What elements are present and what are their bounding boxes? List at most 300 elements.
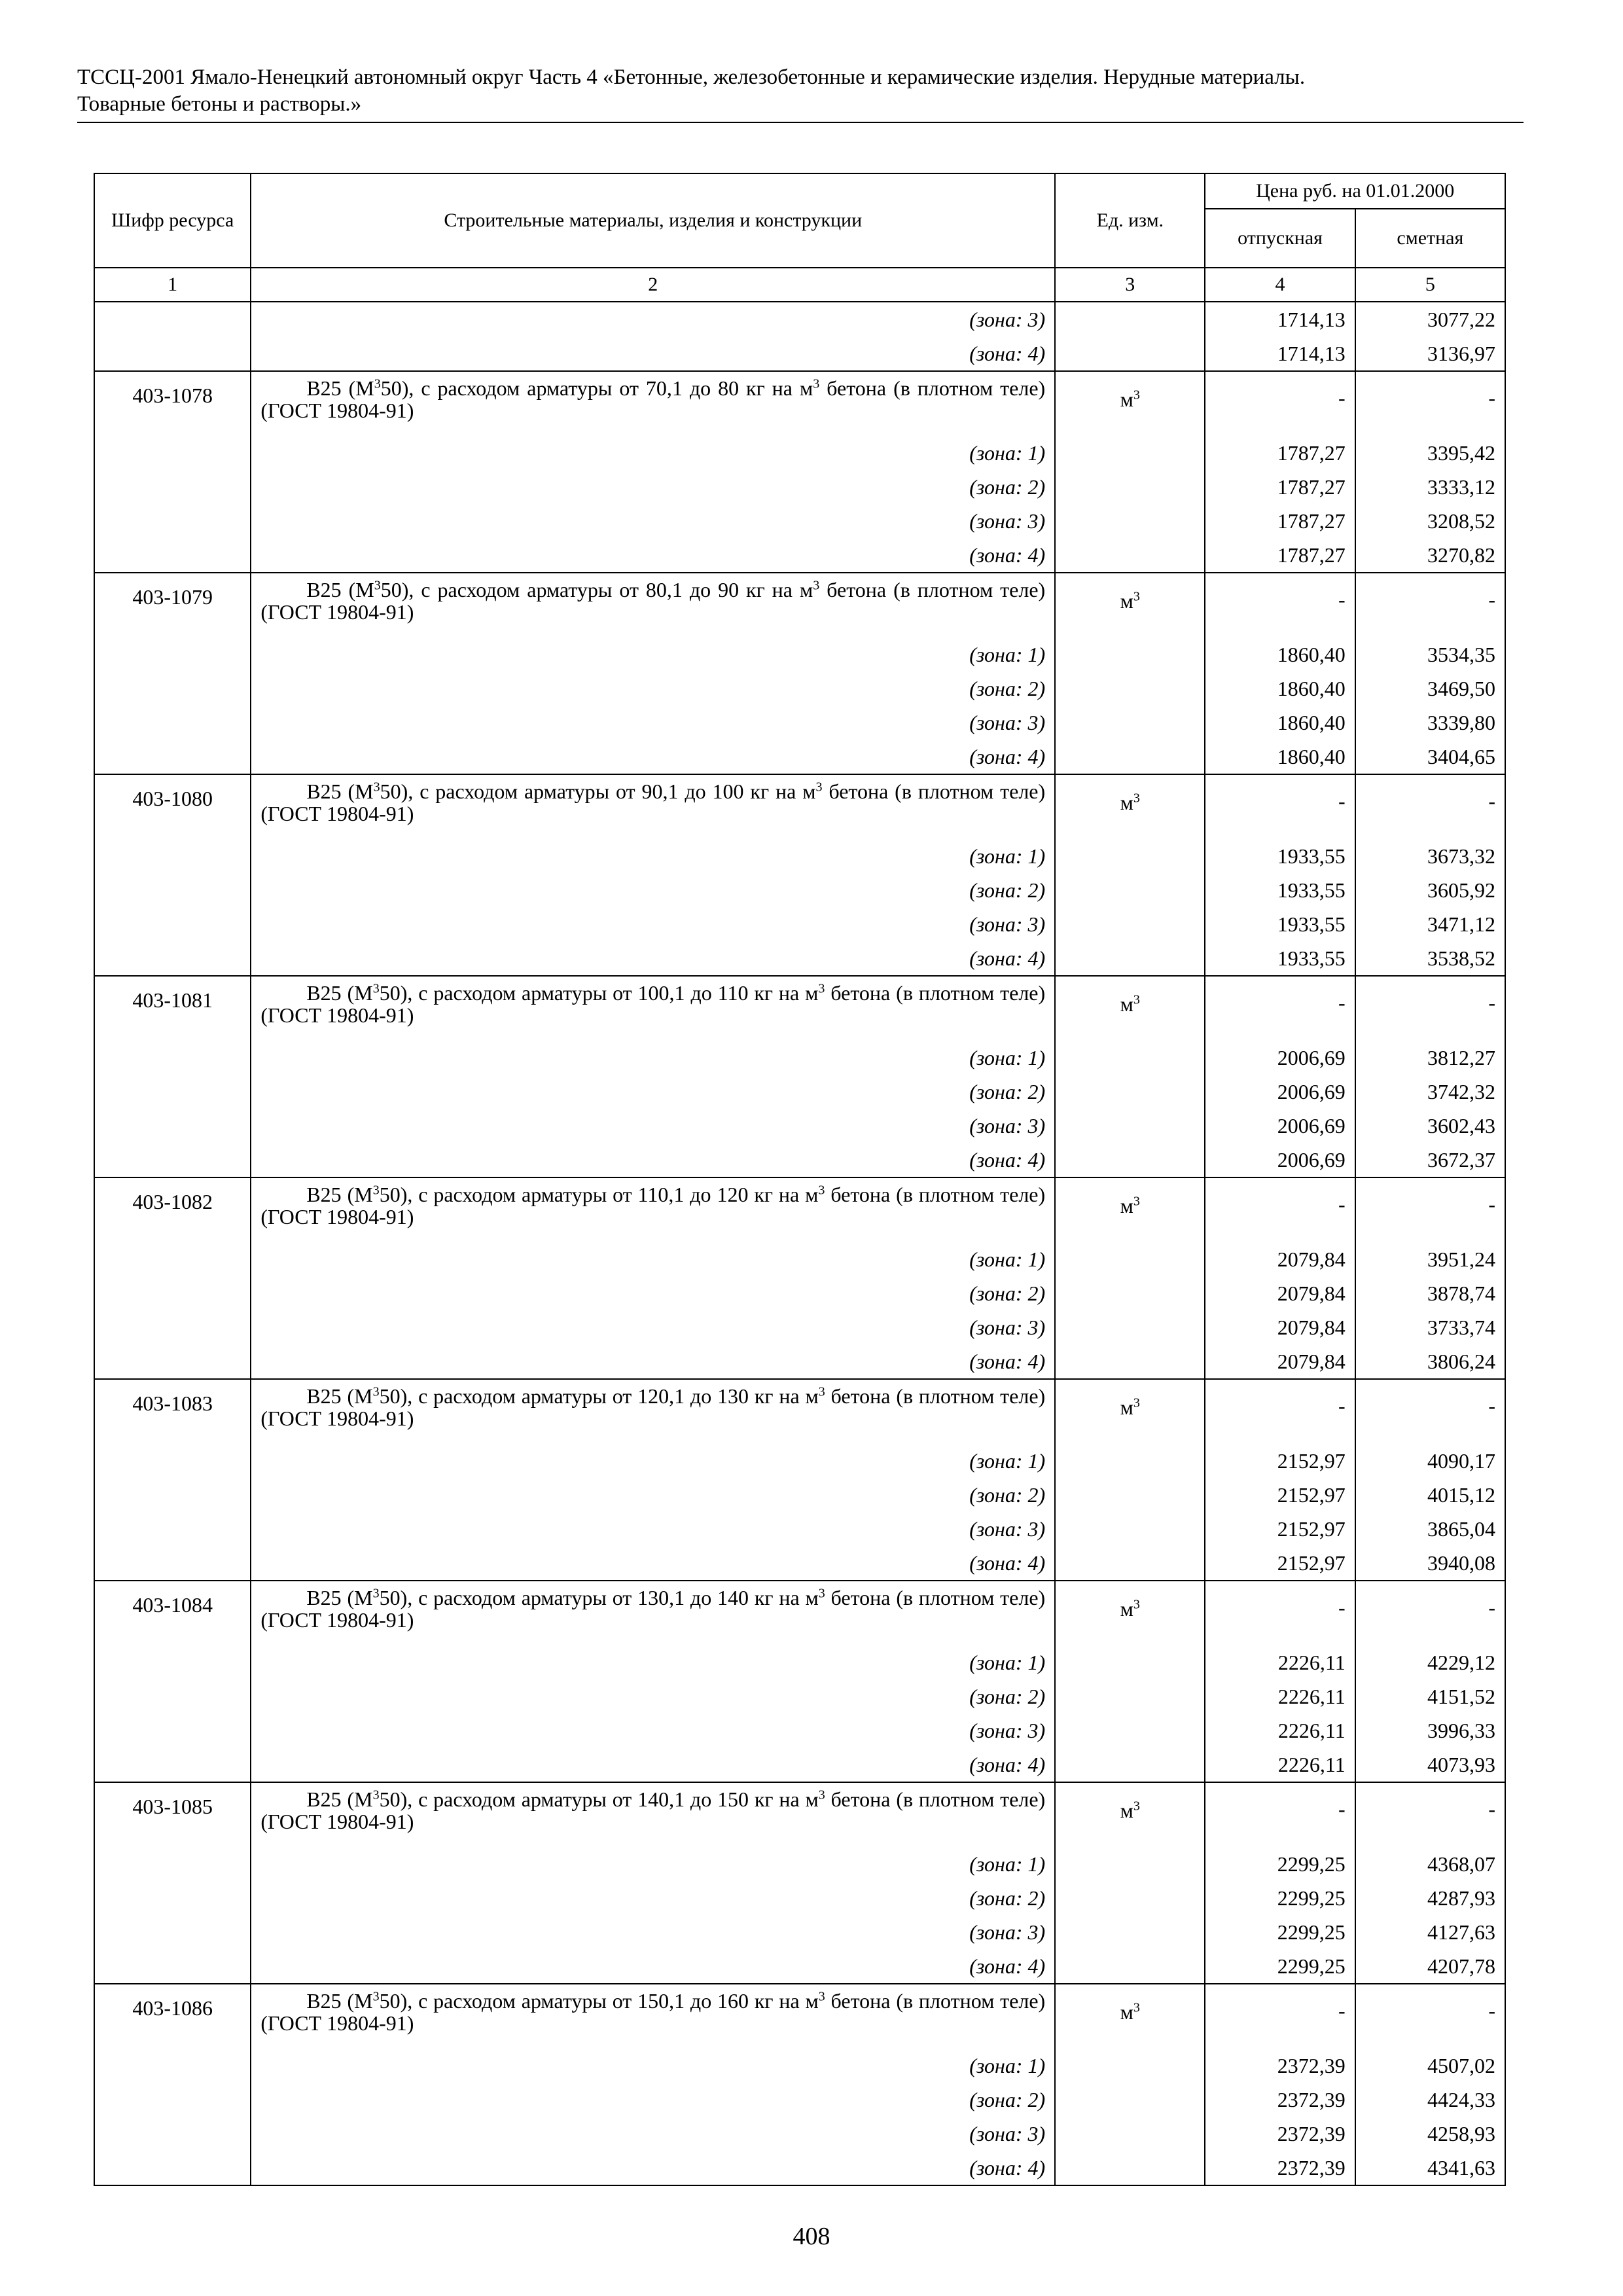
zone-row: [94, 1512, 1505, 1546]
code-cell-empty: [94, 1512, 251, 1546]
item-row: [94, 1782, 1505, 1847]
unit-label: м: [1120, 791, 1133, 814]
zone-label: (зона: 1): [251, 839, 1055, 873]
unit-superscript: 3: [1133, 791, 1140, 806]
code-cell-empty: [94, 1847, 251, 1881]
unit-cell-empty: [1055, 1276, 1205, 1310]
zone-row: [94, 1444, 1505, 1478]
item-description: [251, 573, 1055, 637]
unit-label: м: [1120, 1395, 1133, 1419]
col-number-1: 1: [94, 268, 251, 302]
item-description: [251, 976, 1055, 1041]
zone-row: [94, 1645, 1505, 1679]
item-row: [94, 1984, 1505, 2049]
desc-part-a: В25 (М: [306, 1989, 373, 2013]
code-cell-empty: [94, 706, 251, 740]
code-cell-empty: [94, 336, 251, 371]
item-row: [94, 371, 1505, 436]
zone-label: (зона: 4): [251, 538, 1055, 573]
zone-row: [94, 1344, 1505, 1379]
desc-superscript: 3: [372, 1586, 380, 1601]
unit-cell: [1055, 774, 1205, 839]
unit-cell-empty: [1055, 302, 1205, 336]
code-cell-empty: [94, 2151, 251, 2185]
zone-label: (зона: 4): [251, 336, 1055, 371]
zone-row: [94, 1546, 1505, 1581]
unit-superscript: 3: [1133, 589, 1140, 604]
code-cell-empty: [94, 302, 251, 336]
zone-label: (зона: 2): [251, 672, 1055, 706]
item-description: [251, 774, 1055, 839]
zone-label: (зона: 1): [251, 2049, 1055, 2083]
desc-part-b: 50), с расходом арматуры от 100,1 до 110 кг на м: [379, 981, 819, 1005]
unit-superscript: 3: [1133, 1597, 1140, 1612]
release-price: 1933,55: [1205, 907, 1355, 941]
desc-superscript: 3: [372, 981, 380, 996]
zone-row: [94, 839, 1505, 873]
zone-label: (зона: 3): [251, 1915, 1055, 1949]
header-rule: [77, 122, 1524, 123]
release-price: 1787,27: [1205, 470, 1355, 504]
zone-row: [94, 1679, 1505, 1713]
unit-cell-empty: [1055, 1546, 1205, 1581]
estimate-price: 3878,74: [1355, 1276, 1505, 1310]
zone-row: [94, 1276, 1505, 1310]
desc-part-a: В25 (М: [306, 981, 373, 1005]
unit-cell-empty: [1055, 1881, 1205, 1915]
item-row: [94, 1177, 1505, 1242]
unit-superscript: 3: [1133, 1395, 1140, 1410]
unit-label: м: [1120, 992, 1133, 1016]
release-price: 1860,40: [1205, 672, 1355, 706]
zone-label: (зона: 3): [251, 1713, 1055, 1748]
desc-superscript: 3: [372, 1787, 380, 1803]
code-cell-empty: [94, 1478, 251, 1512]
release-price: 2006,69: [1205, 1109, 1355, 1143]
release-price: 2079,84: [1205, 1276, 1355, 1310]
unit-label: м: [1120, 1194, 1133, 1217]
zone-row: [94, 1713, 1505, 1748]
estimate-price: 3672,37: [1355, 1143, 1505, 1177]
code-cell-empty: [94, 1276, 251, 1310]
zone-row: [94, 1075, 1505, 1109]
code-cell-empty: [94, 1679, 251, 1713]
release-price: 2079,84: [1205, 1310, 1355, 1344]
unit-cell-empty: [1055, 1679, 1205, 1713]
release-price: -: [1205, 976, 1355, 1041]
resource-code: 403-1082: [94, 1177, 251, 1242]
desc-part-a: В25 (М: [306, 376, 374, 400]
unit-cell-empty: [1055, 1242, 1205, 1276]
code-cell-empty: [94, 907, 251, 941]
release-price: 2006,69: [1205, 1143, 1355, 1177]
zone-row: [94, 1748, 1505, 1782]
estimate-price: 3673,32: [1355, 839, 1505, 873]
estimate-price: 4287,93: [1355, 1881, 1505, 1915]
desc-part-c: бетона (в плотном теле) (ГОСТ 19804-91): [260, 578, 1046, 624]
estimate-price: 4341,63: [1355, 2151, 1505, 2185]
desc-superscript: 3: [818, 1384, 825, 1399]
release-price: 1787,27: [1205, 436, 1355, 470]
unit-cell-empty: [1055, 1344, 1205, 1379]
unit-label: м: [1120, 2000, 1133, 2024]
header-line-2: Товарные бетоны и растворы.»: [77, 92, 362, 116]
code-cell-empty: [94, 504, 251, 538]
unit-cell: [1055, 976, 1205, 1041]
release-price: 2079,84: [1205, 1242, 1355, 1276]
desc-part-b: 50), с расходом арматуры от 70,1 до 80 кг на м: [380, 376, 813, 400]
unit-superscript: 3: [1133, 387, 1140, 403]
estimate-price: 3733,74: [1355, 1310, 1505, 1344]
release-price: -: [1205, 573, 1355, 637]
item-description: [251, 1379, 1055, 1444]
zone-row: [94, 1143, 1505, 1177]
code-cell-empty: [94, 470, 251, 504]
estimate-price: 3339,80: [1355, 706, 1505, 740]
estimate-price: 3404,65: [1355, 740, 1505, 774]
zone-row: [94, 672, 1505, 706]
item-row: [94, 1379, 1505, 1444]
zone-row: [94, 1041, 1505, 1075]
code-cell-empty: [94, 740, 251, 774]
release-price: 2299,25: [1205, 1847, 1355, 1881]
release-price: 1860,40: [1205, 637, 1355, 672]
zone-label: (зона: 2): [251, 1679, 1055, 1713]
estimate-price: 3806,24: [1355, 1344, 1505, 1379]
zone-label: (зона: 3): [251, 1512, 1055, 1546]
zone-row: [94, 1109, 1505, 1143]
release-price: 2226,11: [1205, 1748, 1355, 1782]
desc-part-b: 50), с расходом арматуры от 110,1 до 120 кг на м: [379, 1183, 819, 1206]
zone-row: [94, 1915, 1505, 1949]
code-cell-empty: [94, 1546, 251, 1581]
code-cell-empty: [94, 1713, 251, 1748]
zone-label: (зона: 1): [251, 1242, 1055, 1276]
unit-cell-empty: [1055, 2151, 1205, 2185]
desc-part-a: В25 (М: [306, 1586, 373, 1609]
estimate-price: 4368,07: [1355, 1847, 1505, 1881]
code-cell-empty: [94, 436, 251, 470]
zone-row: [94, 706, 1505, 740]
estimate-price: 4090,17: [1355, 1444, 1505, 1478]
release-price: -: [1205, 1177, 1355, 1242]
zone-row: [94, 1881, 1505, 1915]
zone-row: [94, 1310, 1505, 1344]
estimate-price: 3471,12: [1355, 907, 1505, 941]
zone-label: (зона: 3): [251, 907, 1055, 941]
resource-code: 403-1078: [94, 371, 251, 436]
release-price: 1787,27: [1205, 504, 1355, 538]
unit-cell-empty: [1055, 2049, 1205, 2083]
unit-cell-empty: [1055, 1041, 1205, 1075]
desc-superscript: 3: [818, 1989, 825, 2004]
table-body: [94, 302, 1505, 2185]
page-number: 408: [793, 2223, 830, 2250]
release-price: 2299,25: [1205, 1881, 1355, 1915]
code-cell-empty: [94, 1143, 251, 1177]
col-number-4: 4: [1205, 268, 1355, 302]
zone-label: (зона: 2): [251, 1075, 1055, 1109]
desc-part-c: бетона (в плотном теле) (ГОСТ 19804-91): [260, 376, 1046, 422]
zone-row: [94, 907, 1505, 941]
desc-superscript: 3: [372, 1183, 380, 1198]
estimate-price: 4207,78: [1355, 1949, 1505, 1984]
zone-label: (зона: 2): [251, 1881, 1055, 1915]
unit-superscript: 3: [1133, 992, 1140, 1007]
zone-label: (зона: 3): [251, 1109, 1055, 1143]
unit-cell-empty: [1055, 1512, 1205, 1546]
zone-row: [94, 1949, 1505, 1984]
desc-superscript: 3: [374, 376, 381, 391]
unit-superscript: 3: [1133, 2000, 1140, 2015]
zone-label: (зона: 3): [251, 1310, 1055, 1344]
unit-cell-empty: [1055, 436, 1205, 470]
desc-part-c: бетона (в плотном теле) (ГОСТ 19804-91): [260, 981, 1046, 1027]
estimate-price: 3136,97: [1355, 336, 1505, 371]
zone-label: (зона: 3): [251, 504, 1055, 538]
page-header: [77, 64, 1524, 118]
zone-label: (зона: 1): [251, 1847, 1055, 1881]
code-cell-empty: [94, 538, 251, 573]
zone-row: [94, 2117, 1505, 2151]
desc-part-b: 50), с расходом арматуры от 90,1 до 100 кг на м: [380, 780, 816, 803]
release-price: 1714,13: [1205, 336, 1355, 371]
desc-part-b: 50), с расходом арматуры от 150,1 до 160 кг на м: [379, 1989, 819, 2013]
resource-code: 403-1080: [94, 774, 251, 839]
release-price: -: [1205, 1379, 1355, 1444]
unit-cell-empty: [1055, 1748, 1205, 1782]
desc-part-b: 50), с расходом арматуры от 80,1 до 90 кг на м: [380, 578, 813, 601]
desc-part-c: бетона (в плотном теле) (ГОСТ 19804-91): [260, 1989, 1046, 2035]
zone-row: [94, 2083, 1505, 2117]
estimate-price: 3996,33: [1355, 1713, 1505, 1748]
code-cell-empty: [94, 873, 251, 907]
item-description: [251, 371, 1055, 436]
code-cell-empty: [94, 1075, 251, 1109]
unit-cell-empty: [1055, 470, 1205, 504]
release-price: 1787,27: [1205, 538, 1355, 573]
zone-row: [94, 941, 1505, 976]
estimate-price: 3951,24: [1355, 1242, 1505, 1276]
code-cell-empty: [94, 1949, 251, 1984]
desc-superscript: 3: [818, 1183, 825, 1198]
estimate-price: 3538,52: [1355, 941, 1505, 976]
code-cell-empty: [94, 637, 251, 672]
unit-cell-empty: [1055, 1949, 1205, 1984]
estimate-price: 3940,08: [1355, 1546, 1505, 1581]
zone-label: (зона: 4): [251, 1949, 1055, 1984]
estimate-price: 3469,50: [1355, 672, 1505, 706]
resource-code: 403-1086: [94, 1984, 251, 2049]
release-price: 2226,11: [1205, 1713, 1355, 1748]
zone-label: (зона: 3): [251, 2117, 1055, 2151]
col-header-price: Цена руб. на 01.01.2000: [1205, 173, 1505, 209]
desc-superscript: 3: [372, 1989, 380, 2004]
resource-code: 403-1083: [94, 1379, 251, 1444]
zone-row: [94, 2151, 1505, 2185]
item-row: [94, 573, 1505, 637]
item-row: [94, 774, 1505, 839]
zone-row: [94, 470, 1505, 504]
desc-superscript: 3: [372, 1384, 380, 1399]
desc-superscript: 3: [818, 981, 825, 996]
zone-row: [94, 1242, 1505, 1276]
release-price: 2372,39: [1205, 2049, 1355, 2083]
desc-superscript: 3: [818, 1787, 825, 1803]
unit-label: м: [1120, 387, 1133, 411]
zone-label: (зона: 4): [251, 1143, 1055, 1177]
item-description: [251, 1984, 1055, 2049]
unit-cell: [1055, 1177, 1205, 1242]
unit-cell-empty: [1055, 1847, 1205, 1881]
col-number-5: 5: [1355, 268, 1505, 302]
estimate-price: 4015,12: [1355, 1478, 1505, 1512]
estimate-price: -: [1355, 1177, 1505, 1242]
desc-superscript: 3: [373, 780, 380, 795]
resource-code: 403-1079: [94, 573, 251, 637]
desc-part-c: бетона (в плотном теле) (ГОСТ 19804-91): [260, 1586, 1046, 1632]
desc-superscript: 3: [813, 376, 820, 391]
col-number-2: 2: [251, 268, 1055, 302]
zone-label: (зона: 2): [251, 470, 1055, 504]
resource-code: 403-1085: [94, 1782, 251, 1847]
estimate-price: 3742,32: [1355, 1075, 1505, 1109]
code-cell-empty: [94, 2117, 251, 2151]
zone-row: [94, 504, 1505, 538]
release-price: 2152,97: [1205, 1444, 1355, 1478]
unit-cell-empty: [1055, 1444, 1205, 1478]
desc-part-a: В25 (М: [306, 1384, 373, 1408]
release-price: 2006,69: [1205, 1041, 1355, 1075]
estimate-price: 3605,92: [1355, 873, 1505, 907]
zone-label: (зона: 4): [251, 2151, 1055, 2185]
estimate-price: 4229,12: [1355, 1645, 1505, 1679]
estimate-price: -: [1355, 371, 1505, 436]
code-cell-empty: [94, 839, 251, 873]
unit-cell: [1055, 1782, 1205, 1847]
release-price: 2299,25: [1205, 1915, 1355, 1949]
estimate-price: 4424,33: [1355, 2083, 1505, 2117]
unit-cell-empty: [1055, 1143, 1205, 1177]
zone-row: [94, 1847, 1505, 1881]
estimate-price: -: [1355, 976, 1505, 1041]
zone-label: (зона: 4): [251, 1748, 1055, 1782]
desc-part-a: В25 (М: [306, 1787, 373, 1811]
unit-cell-empty: [1055, 336, 1205, 371]
zone-label: (зона: 4): [251, 740, 1055, 774]
zone-row: [94, 2049, 1505, 2083]
estimate-price: 4073,93: [1355, 1748, 1505, 1782]
estimate-price: 3865,04: [1355, 1512, 1505, 1546]
estimate-price: -: [1355, 573, 1505, 637]
unit-superscript: 3: [1133, 1194, 1140, 1209]
estimate-price: 4258,93: [1355, 2117, 1505, 2151]
desc-part-b: 50), с расходом арматуры от 120,1 до 130 кг на м: [379, 1384, 819, 1408]
release-price: 2372,39: [1205, 2117, 1355, 2151]
resource-code: 403-1084: [94, 1581, 251, 1645]
release-price: 1933,55: [1205, 941, 1355, 976]
zone-row: [94, 436, 1505, 470]
release-price: 2372,39: [1205, 2151, 1355, 2185]
unit-cell-empty: [1055, 941, 1205, 976]
col-header-estimate: сметная: [1355, 209, 1505, 268]
desc-part-c: бетона (в плотном теле) (ГОСТ 19804-91): [260, 780, 1046, 825]
release-price: 1933,55: [1205, 839, 1355, 873]
unit-cell: [1055, 371, 1205, 436]
col-header-release: отпускная: [1205, 209, 1355, 268]
code-cell-empty: [94, 1041, 251, 1075]
zone-label: (зона: 1): [251, 637, 1055, 672]
unit-cell-empty: [1055, 1478, 1205, 1512]
code-cell-empty: [94, 2083, 251, 2117]
desc-part-c: бетона (в плотном теле) (ГОСТ 19804-91): [260, 1183, 1046, 1229]
unit-cell: [1055, 573, 1205, 637]
header-line-1: ТССЦ-2001 Ямало-Ненецкий автономный округ Часть 4 «Бетонные, железобетонные и керамические изделия. Нерудные материалы.: [77, 65, 1306, 89]
release-price: 1860,40: [1205, 740, 1355, 774]
estimate-price: -: [1355, 1782, 1505, 1847]
resource-code: 403-1081: [94, 976, 251, 1041]
unit-cell: [1055, 1984, 1205, 2049]
col-number-3: 3: [1055, 268, 1205, 302]
release-price: 2152,97: [1205, 1478, 1355, 1512]
estimate-price: 3812,27: [1355, 1041, 1505, 1075]
code-cell-empty: [94, 1109, 251, 1143]
desc-part-b: 50), с расходом арматуры от 140,1 до 150 кг на м: [379, 1787, 819, 1811]
unit-cell-empty: [1055, 672, 1205, 706]
release-price: 1860,40: [1205, 706, 1355, 740]
unit-cell: [1055, 1581, 1205, 1645]
zone-label: (зона: 2): [251, 1276, 1055, 1310]
unit-cell-empty: [1055, 907, 1205, 941]
zone-row: [94, 1478, 1505, 1512]
desc-part-c: бетона (в плотном теле) (ГОСТ 19804-91): [260, 1787, 1046, 1833]
zone-label: (зона: 3): [251, 302, 1055, 336]
unit-superscript: 3: [1133, 1799, 1140, 1814]
zone-label: (зона: 1): [251, 1444, 1055, 1478]
unit-label: м: [1120, 1799, 1133, 1822]
code-cell-empty: [94, 2049, 251, 2083]
desc-part-a: В25 (М: [306, 578, 374, 601]
unit-label: м: [1120, 1597, 1133, 1621]
unit-label: м: [1120, 589, 1133, 613]
estimate-price: 3602,43: [1355, 1109, 1505, 1143]
item-row: [94, 976, 1505, 1041]
zone-label: (зона: 4): [251, 941, 1055, 976]
code-cell-empty: [94, 672, 251, 706]
zone-row: [94, 873, 1505, 907]
zone-row: [94, 336, 1505, 371]
estimate-price: 3534,35: [1355, 637, 1505, 672]
zone-label: (зона: 1): [251, 1041, 1055, 1075]
estimate-price: 3077,22: [1355, 302, 1505, 336]
item-description: [251, 1782, 1055, 1847]
unit-cell-empty: [1055, 740, 1205, 774]
desc-part-b: 50), с расходом арматуры от 130,1 до 140 кг на м: [379, 1586, 819, 1609]
zone-row: [94, 538, 1505, 573]
estimate-price: -: [1355, 1984, 1505, 2049]
unit-cell-empty: [1055, 873, 1205, 907]
release-price: -: [1205, 1782, 1355, 1847]
estimate-price: 4151,52: [1355, 1679, 1505, 1713]
estimate-price: 3395,42: [1355, 436, 1505, 470]
zone-label: (зона: 4): [251, 1546, 1055, 1581]
desc-part-a: В25 (М: [306, 1183, 373, 1206]
release-price: -: [1205, 1581, 1355, 1645]
desc-superscript: 3: [815, 780, 823, 795]
unit-cell-empty: [1055, 1713, 1205, 1748]
desc-superscript: 3: [374, 578, 381, 593]
release-price: 2079,84: [1205, 1344, 1355, 1379]
